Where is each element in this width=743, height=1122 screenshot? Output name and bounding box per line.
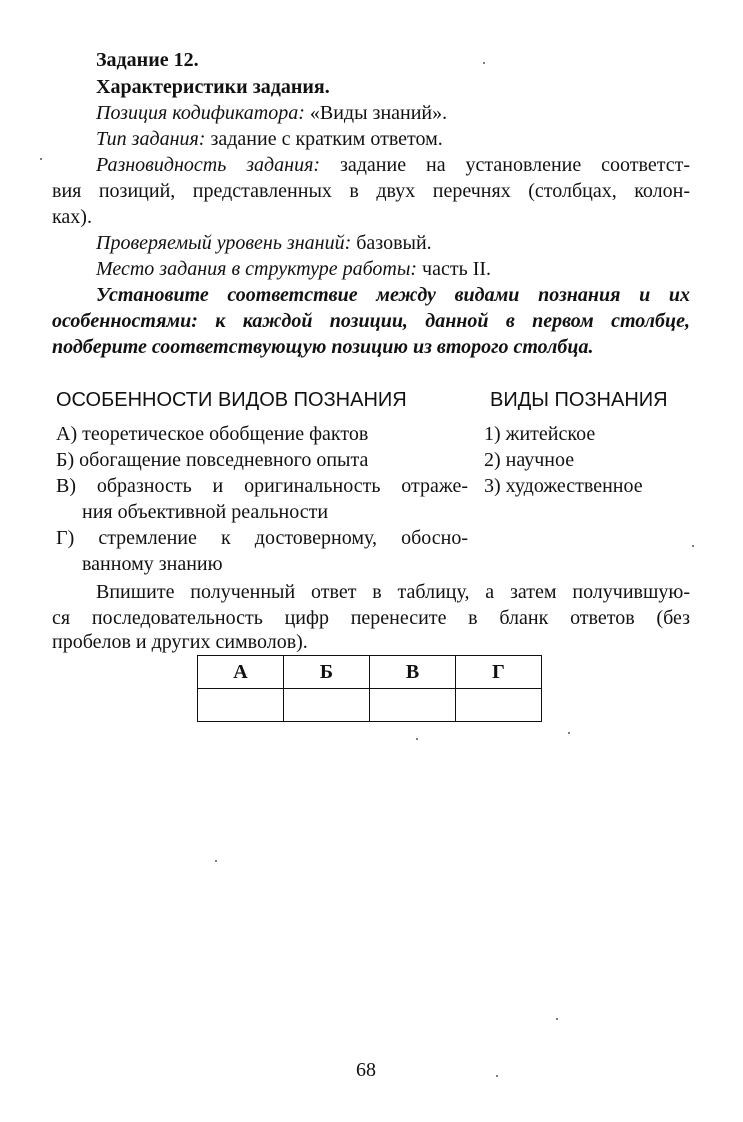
variety-label: Разновидность задания: <box>96 154 321 176</box>
position-value: «Виды знаний». <box>309 102 448 124</box>
scan-speck <box>416 738 418 740</box>
answer-header-v: В <box>370 656 456 689</box>
place-label: Место задания в структуре работы: <box>96 258 418 280</box>
scan-speck <box>556 1018 558 1020</box>
scan-speck <box>496 1075 498 1077</box>
level-value: базовый. <box>356 232 432 254</box>
answer-table-value-row <box>198 689 542 722</box>
position-line <box>96 101 447 125</box>
kind-2: 2) научное <box>484 449 575 471</box>
feature-v-line-2: ния объективной реальности <box>82 501 329 523</box>
task-title: Задание 12. <box>96 49 199 71</box>
instruction-line-3: подберите соответствующую позицию из второго столбца. <box>52 336 594 358</box>
feature-g-line-1: Г) стремление к достоверному, обосно- <box>56 527 468 549</box>
scan-speck <box>692 545 694 547</box>
feature-g-line-2: ванному знанию <box>82 553 223 575</box>
answer-cell-g[interactable] <box>456 689 542 722</box>
feature-v-line-1: В) образность и оригинальность отраже- <box>56 475 468 497</box>
scan-speck <box>483 62 485 64</box>
scan-speck <box>40 158 42 160</box>
left-column-header: ОСОБЕННОСТИ ВИДОВ ПОЗНАНИЯ <box>56 389 407 411</box>
place-value: часть II. <box>422 258 492 280</box>
right-column-header: ВИДЫ ПОЗНАНИЯ <box>490 389 668 411</box>
instruction-line-2: особенностями: к каждой позиции, данной в первом столбце, <box>52 310 690 332</box>
answer-cell-b[interactable] <box>284 689 370 722</box>
answer-cell-v[interactable] <box>370 689 456 722</box>
position-label: Позиция кодификатора: <box>96 102 305 124</box>
variety-text-1: задание на установление соответст- <box>339 154 690 176</box>
variety-line-1 <box>96 153 690 177</box>
type-label: Тип задания: <box>96 128 206 150</box>
answer-header-g: Г <box>456 656 542 689</box>
answer-header-a: А <box>198 656 284 689</box>
place-line <box>96 257 491 281</box>
page-number: 68 <box>356 1059 376 1081</box>
feature-a: А) теоретическое обобщение фактов <box>56 423 369 445</box>
answer-table <box>197 655 542 722</box>
answer-cell-a[interactable] <box>198 689 284 722</box>
answer-instruction-line-2: ся последовательность цифр перенесите в бланк ответов (без <box>52 607 690 629</box>
instruction-line-1: Установите соответствие между видами познания и их <box>96 284 690 306</box>
answer-instruction-line-3: пробелов и других символов). <box>52 631 308 653</box>
answer-table-header-row <box>198 656 542 689</box>
type-value: задание с кратким ответом. <box>210 128 443 150</box>
kind-3: 3) художественное <box>484 475 643 497</box>
characteristics-heading: Характеристики задания. <box>96 76 330 98</box>
answer-header-b: Б <box>284 656 370 689</box>
scan-speck <box>568 732 570 734</box>
type-line <box>96 127 443 151</box>
feature-b: Б) обогащение повседневного опыта <box>56 449 369 471</box>
variety-line-3: ках). <box>52 206 92 228</box>
variety-line-2: вия позиций, представленных в двух перечнях (столбцах, колон- <box>52 180 690 202</box>
level-label: Проверяемый уровень знаний: <box>96 232 352 254</box>
kind-1: 1) житейское <box>484 423 596 445</box>
scan-speck <box>215 860 217 862</box>
level-line <box>96 231 432 255</box>
answer-instruction-line-1: Впишите полученный ответ в таблицу, а затем получившую- <box>96 581 690 603</box>
